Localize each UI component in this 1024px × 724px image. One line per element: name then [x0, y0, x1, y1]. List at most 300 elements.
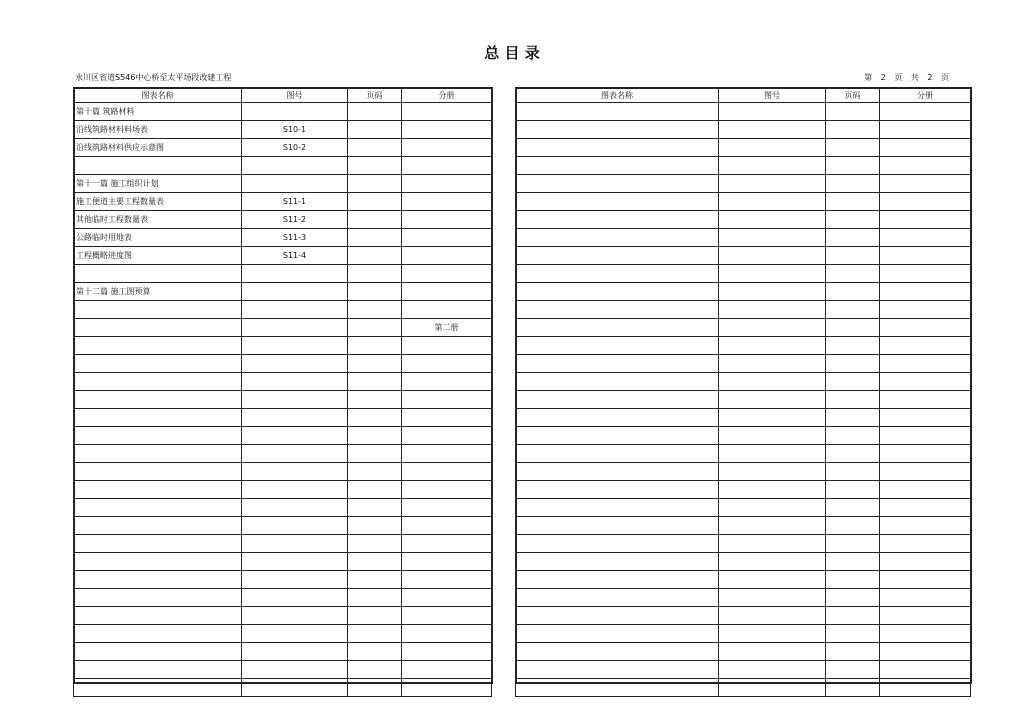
cell-page — [826, 103, 880, 121]
cell-page — [348, 589, 402, 607]
cell-code — [242, 319, 348, 337]
cell-volume — [402, 265, 492, 283]
cell-volume — [880, 391, 971, 409]
cell-page — [348, 445, 402, 463]
cell-page — [826, 319, 880, 337]
cell-volume — [402, 211, 492, 229]
cell-name — [516, 373, 719, 391]
cell-code — [719, 607, 826, 625]
cell-code — [719, 409, 826, 427]
table-row — [74, 481, 492, 499]
cell-page — [826, 391, 880, 409]
cell-volume — [880, 553, 971, 571]
table-row — [516, 229, 971, 247]
cell-page — [826, 355, 880, 373]
cell-page — [826, 301, 880, 319]
table-row — [516, 625, 971, 643]
cell-page — [826, 463, 880, 481]
table-row — [74, 607, 492, 625]
cell-page — [826, 121, 880, 139]
cell-volume — [880, 211, 971, 229]
table-row — [516, 661, 971, 679]
table-row — [516, 571, 971, 589]
table-row — [74, 247, 492, 265]
cell-code — [242, 661, 348, 679]
cell-code — [719, 481, 826, 499]
cell-volume — [880, 157, 971, 175]
cell-name — [74, 265, 242, 283]
column-header-page: 页码 — [826, 88, 880, 103]
cell-code — [719, 625, 826, 643]
cell-page — [826, 193, 880, 211]
cell-page — [826, 265, 880, 283]
cell-name — [74, 391, 242, 409]
cell-code — [719, 265, 826, 283]
cell-code — [242, 445, 348, 463]
directory-table-right — [515, 87, 971, 697]
cell-name — [516, 103, 719, 121]
cell-page — [826, 661, 880, 679]
table-row — [74, 175, 492, 193]
cell-page — [348, 517, 402, 535]
cell-volume — [880, 301, 971, 319]
cell-code — [242, 283, 348, 301]
cell-volume — [402, 535, 492, 553]
cell-page — [348, 625, 402, 643]
cell-code — [242, 643, 348, 661]
table-row — [516, 319, 971, 337]
cell-volume — [402, 643, 492, 661]
cell-code — [242, 679, 348, 697]
cell-name — [74, 355, 242, 373]
cell-code — [719, 319, 826, 337]
column-header-code: 图号 — [719, 88, 826, 103]
cell-volume — [402, 247, 492, 265]
cell-volume — [402, 175, 492, 193]
table-row — [74, 625, 492, 643]
table-row — [516, 283, 971, 301]
table-row — [74, 139, 492, 157]
cell-page — [348, 301, 402, 319]
cell-volume — [880, 283, 971, 301]
cell-volume — [402, 445, 492, 463]
cell-volume — [402, 427, 492, 445]
directory-table-left — [73, 87, 492, 697]
cell-name — [516, 391, 719, 409]
cell-volume — [402, 517, 492, 535]
table-row — [74, 679, 492, 697]
cell-volume: 第二册 — [402, 319, 492, 337]
cell-name — [516, 211, 719, 229]
table-row — [516, 211, 971, 229]
cell-name — [516, 463, 719, 481]
cell-page — [348, 193, 402, 211]
cell-code — [242, 157, 348, 175]
cell-page — [348, 229, 402, 247]
cell-name: 施工便道主要工程数量表 — [74, 193, 242, 211]
table-row — [74, 355, 492, 373]
cell-name: 其他临时工程数量表 — [74, 211, 242, 229]
table-row — [74, 319, 492, 337]
cell-page — [348, 499, 402, 517]
cell-page — [826, 553, 880, 571]
cell-page — [826, 247, 880, 265]
cell-code: S11-4 — [242, 247, 348, 265]
cell-volume — [402, 301, 492, 319]
table-row — [516, 517, 971, 535]
cell-name — [516, 499, 719, 517]
table-header-row — [74, 88, 492, 103]
cell-code — [719, 391, 826, 409]
cell-page — [348, 607, 402, 625]
cell-code — [719, 571, 826, 589]
cell-code — [242, 355, 348, 373]
cell-volume — [880, 625, 971, 643]
cell-code — [719, 661, 826, 679]
table-row — [516, 427, 971, 445]
cell-name — [74, 625, 242, 643]
cell-code — [719, 283, 826, 301]
cell-code — [719, 517, 826, 535]
cell-code: S10-2 — [242, 139, 348, 157]
cell-volume — [402, 625, 492, 643]
cell-name — [516, 247, 719, 265]
table-row — [516, 175, 971, 193]
cell-volume — [880, 139, 971, 157]
cell-page — [348, 679, 402, 697]
project-name: 永川区省道S546中心桥至太平场段改建工程 — [75, 73, 232, 82]
cell-name — [516, 607, 719, 625]
cell-page — [348, 373, 402, 391]
cell-name: 第十二篇 施工图预算 — [74, 283, 242, 301]
cell-code — [719, 553, 826, 571]
cell-code — [719, 193, 826, 211]
page-title: 总 目 录 — [484, 44, 540, 62]
cell-page — [348, 175, 402, 193]
cell-name — [516, 319, 719, 337]
cell-volume — [402, 283, 492, 301]
cell-volume — [880, 409, 971, 427]
cell-page — [348, 571, 402, 589]
cell-code — [242, 175, 348, 193]
cell-code: S11-3 — [242, 229, 348, 247]
cell-page — [826, 535, 880, 553]
cell-volume — [402, 481, 492, 499]
cell-page — [348, 265, 402, 283]
cell-code — [242, 103, 348, 121]
cell-code — [719, 157, 826, 175]
table-row — [74, 535, 492, 553]
cell-name: 沿线筑路材料料场表 — [74, 121, 242, 139]
cell-volume — [402, 157, 492, 175]
table-row — [74, 265, 492, 283]
cell-page — [348, 211, 402, 229]
table-row — [516, 121, 971, 139]
cell-name — [516, 553, 719, 571]
cell-name — [516, 409, 719, 427]
cell-volume — [402, 103, 492, 121]
cell-name — [74, 661, 242, 679]
cell-code — [719, 103, 826, 121]
cell-volume — [402, 337, 492, 355]
cell-name — [516, 427, 719, 445]
cell-code — [719, 175, 826, 193]
table-row — [516, 553, 971, 571]
cell-page — [826, 481, 880, 499]
cell-volume — [880, 481, 971, 499]
cell-name — [74, 553, 242, 571]
cell-name — [74, 535, 242, 553]
cell-page — [348, 427, 402, 445]
table-row — [516, 445, 971, 463]
cell-code — [719, 211, 826, 229]
cell-page — [348, 553, 402, 571]
cell-name — [516, 229, 719, 247]
cell-page — [348, 157, 402, 175]
cell-volume — [880, 373, 971, 391]
table-row — [74, 211, 492, 229]
cell-page — [826, 211, 880, 229]
cell-code — [242, 391, 348, 409]
table-row — [516, 463, 971, 481]
cell-volume — [880, 103, 971, 121]
table-row — [516, 247, 971, 265]
cell-name — [74, 481, 242, 499]
table-row — [516, 535, 971, 553]
table-row — [516, 643, 971, 661]
cell-name — [74, 409, 242, 427]
cell-code — [242, 517, 348, 535]
cell-page — [348, 121, 402, 139]
table-row — [516, 139, 971, 157]
table-row — [516, 157, 971, 175]
cell-code — [719, 373, 826, 391]
cell-code — [719, 355, 826, 373]
cell-volume — [880, 319, 971, 337]
cell-name — [74, 517, 242, 535]
cell-volume — [402, 139, 492, 157]
cell-page — [826, 409, 880, 427]
cell-volume — [880, 607, 971, 625]
cell-code: S11-2 — [242, 211, 348, 229]
cell-page — [826, 175, 880, 193]
table-row — [516, 265, 971, 283]
cell-page — [826, 625, 880, 643]
cell-code — [719, 337, 826, 355]
cell-page — [826, 283, 880, 301]
table-row — [74, 373, 492, 391]
cell-volume — [402, 463, 492, 481]
cell-code — [242, 535, 348, 553]
cell-volume — [880, 643, 971, 661]
cell-volume — [880, 589, 971, 607]
cell-code — [719, 499, 826, 517]
column-header-volume: 分册 — [402, 88, 492, 103]
cell-volume — [880, 337, 971, 355]
cell-volume — [402, 193, 492, 211]
cell-volume — [880, 121, 971, 139]
cell-page — [826, 571, 880, 589]
table-row — [74, 391, 492, 409]
table-row — [74, 157, 492, 175]
cell-volume — [880, 445, 971, 463]
cell-code — [242, 463, 348, 481]
cell-volume — [402, 355, 492, 373]
cell-page — [826, 337, 880, 355]
cell-code — [719, 589, 826, 607]
cell-page — [348, 139, 402, 157]
cell-code — [719, 427, 826, 445]
cell-page — [826, 499, 880, 517]
table-row — [74, 571, 492, 589]
cell-page — [826, 643, 880, 661]
cell-name — [516, 301, 719, 319]
cell-page — [826, 589, 880, 607]
cell-name — [74, 301, 242, 319]
cell-page — [348, 535, 402, 553]
table-row — [74, 409, 492, 427]
cell-code — [242, 571, 348, 589]
cell-name — [516, 337, 719, 355]
cell-volume — [880, 571, 971, 589]
cell-name — [74, 679, 242, 697]
cell-code — [719, 643, 826, 661]
table-row — [74, 463, 492, 481]
cell-page — [348, 103, 402, 121]
cell-page — [826, 445, 880, 463]
cell-page — [826, 157, 880, 175]
cell-code: S11-1 — [242, 193, 348, 211]
cell-page — [348, 661, 402, 679]
table-row — [516, 607, 971, 625]
cell-code — [719, 229, 826, 247]
cell-name — [74, 427, 242, 445]
cell-code — [242, 265, 348, 283]
cell-name — [74, 319, 242, 337]
table-row — [74, 445, 492, 463]
cell-name — [74, 589, 242, 607]
cell-code — [242, 499, 348, 517]
cell-code — [719, 679, 826, 697]
cell-page — [826, 517, 880, 535]
cell-name: 第十一篇 施工组织计划 — [74, 175, 242, 193]
cell-volume — [402, 373, 492, 391]
column-header-name: 图表名称 — [74, 88, 242, 103]
cell-code — [242, 409, 348, 427]
cell-volume — [880, 499, 971, 517]
cell-code — [242, 373, 348, 391]
table-row — [74, 301, 492, 319]
cell-name — [74, 499, 242, 517]
table-row — [516, 481, 971, 499]
cell-name — [74, 445, 242, 463]
cell-name — [74, 463, 242, 481]
table-row — [74, 661, 492, 679]
cell-name: 沿线筑路材料供应示意图 — [74, 139, 242, 157]
cell-code — [242, 337, 348, 355]
table-row — [74, 499, 492, 517]
table-row — [74, 427, 492, 445]
cell-code — [242, 607, 348, 625]
cell-code — [242, 589, 348, 607]
cell-volume — [402, 571, 492, 589]
table-row — [74, 589, 492, 607]
cell-name — [516, 193, 719, 211]
cell-name — [74, 337, 242, 355]
table-row — [74, 121, 492, 139]
cell-name — [74, 157, 242, 175]
table-row — [74, 337, 492, 355]
table-row — [516, 391, 971, 409]
cell-code — [719, 121, 826, 139]
cell-page — [348, 391, 402, 409]
cell-volume — [880, 355, 971, 373]
cell-name — [516, 157, 719, 175]
cell-name — [516, 445, 719, 463]
table-row — [516, 337, 971, 355]
cell-name — [516, 535, 719, 553]
cell-volume — [402, 607, 492, 625]
cell-page — [826, 373, 880, 391]
cell-volume — [880, 229, 971, 247]
cell-volume — [880, 517, 971, 535]
cell-name — [516, 517, 719, 535]
cell-name — [516, 589, 719, 607]
table-row — [516, 301, 971, 319]
table-header-row — [516, 88, 971, 103]
cell-page — [348, 247, 402, 265]
cell-name — [516, 661, 719, 679]
cell-page — [826, 679, 880, 697]
cell-code — [719, 247, 826, 265]
cell-page — [348, 283, 402, 301]
cell-name — [516, 643, 719, 661]
cell-page — [348, 355, 402, 373]
cell-name — [516, 571, 719, 589]
cell-page — [826, 607, 880, 625]
cell-code — [719, 301, 826, 319]
cell-name — [516, 625, 719, 643]
table-row — [516, 103, 971, 121]
cell-volume — [880, 175, 971, 193]
cell-code: S10-1 — [242, 121, 348, 139]
table-row — [516, 373, 971, 391]
cell-page — [348, 409, 402, 427]
cell-code — [242, 625, 348, 643]
table-row — [516, 409, 971, 427]
cell-volume — [402, 121, 492, 139]
cell-name — [516, 265, 719, 283]
cell-name — [516, 679, 719, 697]
cell-volume — [880, 193, 971, 211]
table-row — [516, 193, 971, 211]
table-row — [74, 643, 492, 661]
cell-page — [348, 337, 402, 355]
column-header-page: 页码 — [348, 88, 402, 103]
cell-volume — [880, 535, 971, 553]
page-info: 第 2 页 共 2 页 — [864, 73, 949, 82]
table-row — [74, 283, 492, 301]
table-row — [516, 499, 971, 517]
cell-name: 公路临时用地表 — [74, 229, 242, 247]
table-row — [74, 517, 492, 535]
cell-page — [348, 463, 402, 481]
table-row — [516, 589, 971, 607]
cell-name: 第十篇 筑路材料 — [74, 103, 242, 121]
cell-page — [826, 229, 880, 247]
cell-code — [719, 445, 826, 463]
table-row — [74, 193, 492, 211]
